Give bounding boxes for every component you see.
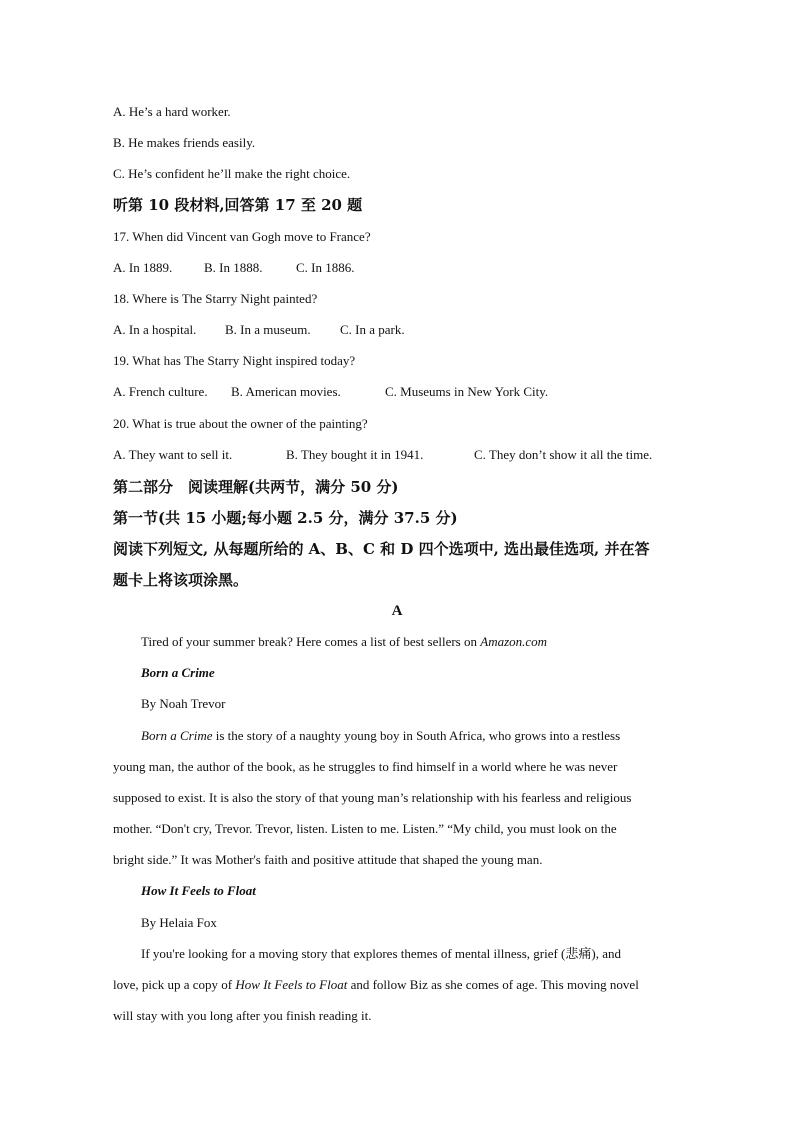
instructions-line2: 题卡上将该项涂黑。 (113, 571, 249, 589)
q17-stem: 17. When did Vincent van Gogh move to France? (113, 229, 371, 244)
q20-option-c: C. They don’t show it all the time. (474, 447, 653, 462)
q19-option-a: A. French culture. (113, 384, 208, 399)
book1-desc-line2: young man, the author of the book, as he struggles to find himself in a world where he was never (113, 759, 618, 774)
q19-option-b: B. American movies. (231, 384, 341, 399)
book1-desc-line1 (141, 727, 620, 745)
q19-option-c: C. Museums in New York City. (385, 384, 549, 399)
book2-desc-line3: will stay with you long after you finish reading it. (113, 1008, 372, 1023)
section10-heading: 听第 10 段材料,回答第 17 至 20 题 (113, 196, 363, 214)
book1-desc-line4: mother. “Don't cry, Trevor. Trevor, listen. Listen to me. Listen.” “My child, you must look on the (113, 821, 617, 836)
book2-desc-title: How It Feels to Float (235, 977, 348, 992)
q18-option-a: A. In a hospital. (113, 322, 197, 337)
q17-option-b: B. In 1888. (204, 260, 263, 275)
book2-desc-line2 (113, 976, 639, 994)
passage-label: A (391, 603, 403, 619)
book1-desc-title: Born a Crime (141, 728, 213, 743)
book2-title: How It Feels to Float (141, 883, 256, 898)
passage-intro (141, 633, 547, 651)
q18-option-c: C. In a park. (340, 322, 405, 337)
q19-stem: 19. What has The Starry Night inspired today? (113, 353, 356, 368)
q17-option-c: C. In 1886. (296, 260, 355, 275)
q20-stem: 20. What is true about the owner of the painting? (113, 416, 368, 431)
q20-option-a: A. They want to sell it. (113, 447, 233, 462)
book2-desc-post: and follow Biz as she comes of age. This moving novel (347, 977, 639, 992)
book1-desc-line5: bright side.” It was Mother's faith and positive attitude that shaped the young man. (113, 852, 543, 867)
q16-option-a: A. He’s a hard worker. (113, 104, 231, 119)
q18-stem: 18. Where is The Starry Night painted? (113, 291, 318, 306)
book1-desc-line3: supposed to exist. It is also the story of that young man’s relationship with his fearless and religious (113, 790, 632, 805)
section1-heading: 第一节(共 15 小题;每小题 2.5 分，满分 37.5 分) (113, 509, 458, 527)
book1-author: By Noah Trevor (141, 696, 226, 711)
instructions-line1: 阅读下列短文, 从每题所给的 A、B、C 和 D 四个选项中, 选出最佳选项, 并在答 (113, 540, 650, 558)
q16-option-c: C. He’s confident he’ll make the right choice. (113, 166, 351, 181)
book2-desc-line1: If you're looking for a moving story that explores themes of mental illness, grief (悲痛), and (141, 946, 621, 961)
passage-intro-site: Amazon.com (480, 634, 548, 649)
q19-options (113, 383, 548, 401)
book1-title: Born a Crime (141, 665, 215, 680)
q16-option-b: B. He makes friends easily. (113, 135, 256, 150)
q20-option-b: B. They bought it in 1941. (286, 447, 424, 462)
passage-intro-text: Tired of your summer break? Here comes a list of best sellers on (141, 634, 481, 649)
book1-desc-text: is the story of a naughty young boy in South Africa, who grows into a restless (212, 728, 621, 743)
q18-options (113, 321, 405, 339)
q18-option-b: B. In a museum. (225, 322, 311, 337)
book2-author: By Helaia Fox (141, 915, 217, 930)
part2-heading: 第二部分 阅读理解(共两节，满分 50 分) (113, 478, 399, 496)
q20-options (113, 446, 652, 464)
book2-desc-pre: love, pick up a copy of (113, 977, 236, 992)
q17-options (113, 259, 355, 277)
q17-option-a: A. In 1889. (113, 260, 173, 275)
